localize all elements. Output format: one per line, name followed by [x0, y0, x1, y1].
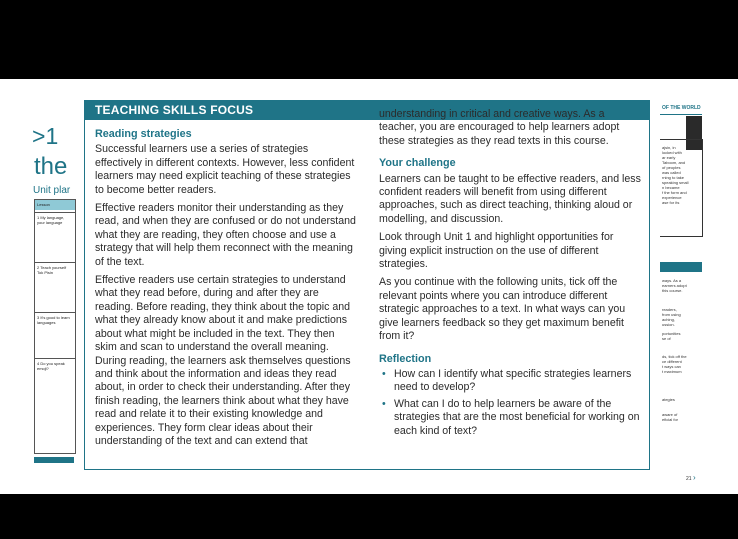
right-page-title: OF THE WORLD	[662, 105, 701, 111]
chapter-number: >1	[32, 123, 59, 149]
right-page-snippet: aware of eficial for	[662, 412, 679, 422]
teaching-skills-box	[84, 100, 650, 470]
left-column	[95, 128, 357, 453]
table-row: 4 Do you speak emoji?	[35, 358, 75, 453]
right-column	[379, 108, 641, 441]
paragraph: Learners can be taught to be effective readers, and less confident readers will benefit from using different approaches, such as direct teaching, thinking aloud or modelling, and discussion.	[379, 172, 641, 225]
paragraph: As you continue with the following units, tick off the relevant points where you can introduce different strategic approaches to a text. In what ways can you give learners feedback so they get maximum benefit from it?	[379, 276, 626, 343]
reading-strategies-heading: Reading strategies	[95, 128, 192, 140]
left-page-bar	[34, 457, 74, 463]
list-item: • What can I do to help learners be aware of the strategies that are the most beneficial for working on each kind of text?	[379, 398, 641, 438]
paragraph: understanding in critical and creative ways. As a teacher, you are encouraged to help learners adopt these strategies as they read texts in this course.	[379, 108, 620, 147]
paragraph: Look through Unit 1 and highlight opportunities for giving explicit instruction on the use of different strategies.	[379, 231, 614, 271]
table-header: Lesson	[35, 200, 75, 210]
paragraph: Effective readers monitor their understanding as they read, and when they are confused or do not understand what they are reading, they often choose and use a strategy that will help them reconnect with the meaning of the text.	[95, 202, 356, 268]
right-page-snippet: ways. As a earners adopt this course.	[662, 278, 687, 293]
chapter-title-fragment: the	[34, 153, 68, 180]
right-page-snippet: portunities se of	[662, 331, 681, 341]
box-header: TEACHING SKILLS FOCUS	[85, 101, 649, 120]
page-number: 21 ›	[686, 473, 696, 482]
table-row: 2 Teach yourself Tok Pisin	[35, 262, 75, 312]
reflection-heading: Reflection	[379, 352, 432, 365]
right-page-band	[660, 262, 702, 272]
list-item: • How can I identify what specific strategies learners need to develop?	[379, 368, 641, 395]
right-page-snippet: ategies	[662, 397, 675, 402]
table-row: 1 My language, your language	[35, 212, 75, 262]
paragraph: Effective readers use certain strategies to understand what they read before, during and after they are reading. Before reading, they think about the topic and what they already know about it and make predictions about what might be included in the text. They then skim and scan to understand the overall meaning. During reading, the learners ask themselves questions and think about the information and ideas they read about, in order to check their understanding. After they finish reading, the learners think about what they have read and relate it to their existing knowledge and experiences. They form clear ideas about their understanding of the text and can extend that	[95, 274, 351, 447]
right-page-rule	[660, 114, 702, 115]
challenge-heading: Your challenge	[379, 157, 456, 170]
document-page	[0, 79, 738, 494]
next-page-icon[interactable]: ›	[692, 473, 696, 482]
unit-plan-table	[34, 199, 76, 454]
right-page-snippet: readers, from using aching, ussion.	[662, 307, 681, 327]
paragraph: Successful learners use a series of strategies effectively in different contexts. However, less confident learners may need explicit teaching of these strategies to become better readers.	[95, 143, 355, 196]
table-row: 3 It's good to learn languages	[35, 312, 75, 358]
unit-plan-label: Unit plar	[33, 185, 71, 196]
right-page-snippet: ds, tick off the ce different t ways can t maximum	[662, 354, 687, 374]
reflection-list	[379, 368, 641, 438]
right-page-snippet: ajsin, in locked with ar early Taboom, and of peoples was called rning to take speaking small n became f the form and experience ase for its	[662, 145, 689, 205]
